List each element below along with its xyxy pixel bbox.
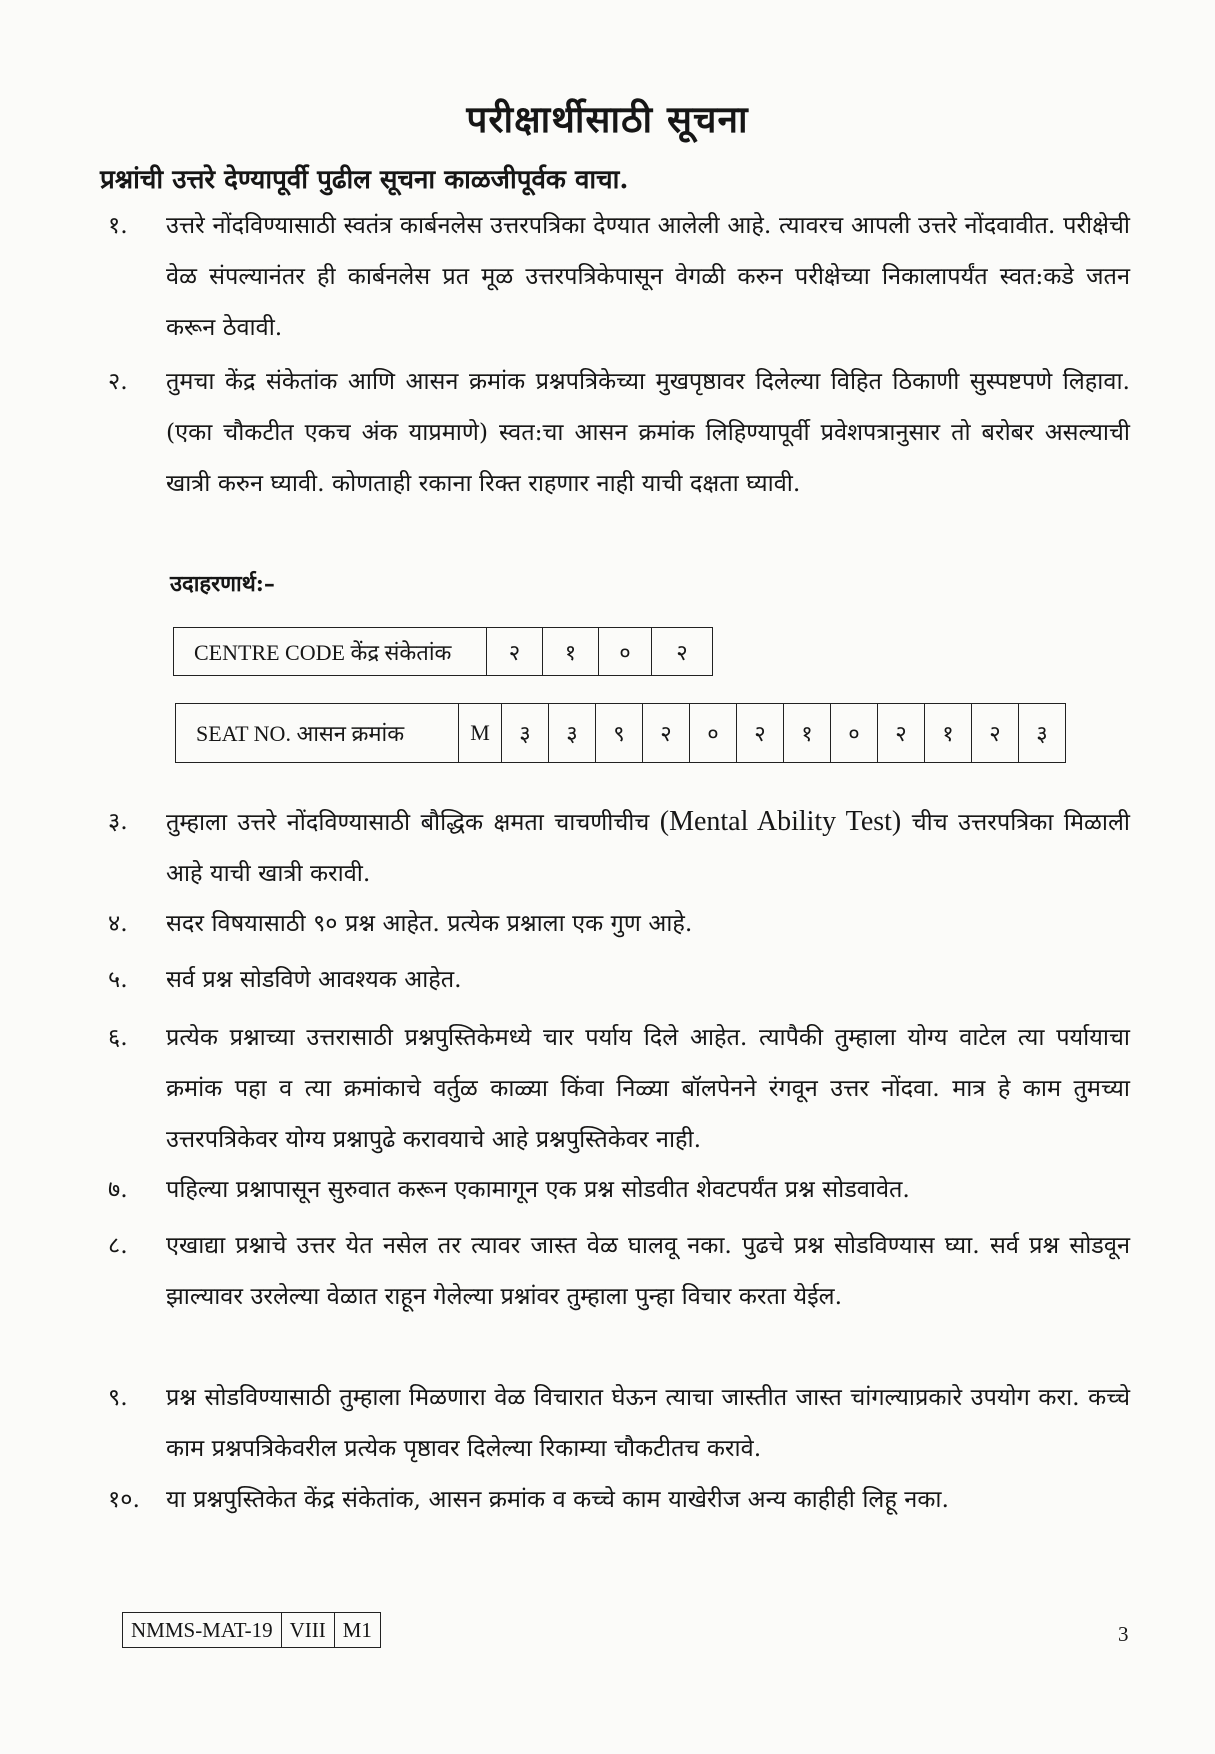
instruction-number: ४.	[108, 909, 128, 937]
paper-code: NMMS-MAT-19	[123, 1613, 282, 1648]
instruction-item	[100, 1012, 1130, 1165]
seat-no-box	[175, 703, 1066, 763]
seat-digit: २	[737, 704, 784, 763]
seat-digit: १	[784, 704, 831, 763]
example-label: उदाहरणार्थ:–	[170, 571, 275, 597]
paper-class: VIII	[281, 1613, 334, 1648]
instruction-text-part: तुम्हाला उत्तरे नोंदविण्यासाठी बौद्धिक क्षमता चाचणीचीच	[166, 808, 660, 836]
seat-digit: २	[878, 704, 925, 763]
seat-no-label: SEAT NO. आसन क्रमांक	[176, 704, 459, 763]
page-subtitle: प्रश्नांची उत्तरे देण्यापूर्वी पुढील सूचना काळजीपूर्वक वाचा.	[100, 165, 629, 195]
instruction-number: ५.	[108, 965, 128, 993]
seat-digit: M	[459, 704, 502, 763]
instruction-number: ३.	[108, 807, 128, 835]
seat-digit: ०	[831, 704, 878, 763]
seat-digit: ९	[596, 704, 643, 763]
seat-digit: ३	[549, 704, 596, 763]
instruction-item	[100, 1164, 1130, 1215]
instruction-item	[100, 1372, 1130, 1474]
instruction-item	[100, 898, 1130, 949]
seat-digit: ०	[690, 704, 737, 763]
instruction-number: ८.	[108, 1231, 128, 1259]
centre-code-label: CENTRE CODE केंद्र संकेतांक	[174, 628, 487, 676]
instruction-number: २.	[108, 367, 128, 395]
instruction-number: १०.	[108, 1485, 140, 1513]
instruction-text: तुमचा केंद्र संकेतांक आणि आसन क्रमांक प्रश्नपत्रिकेच्या मुखपृष्ठावर दिलेल्या विहित ठिकाणी सुस्पष्टपणे लिहावा. (एका चौकटीत एकच अंक याप्रमाणे) स्वत:चा आसन क्रमांक लिहिण्यापूर्वी प्रवेशपत्रानुसार तो बरोबर असल्याची खात्री करुन घ्यावी. कोणताही रकाना रिक्त राहणार नाही याची दक्षता घ्यावी.	[166, 367, 1130, 497]
instruction-text-part: चीच उत्तरपत्रिका मिळाली आहे याची खात्री करावी.	[166, 808, 1130, 887]
instruction-number: ६.	[108, 1023, 128, 1051]
instruction-number: ७.	[108, 1175, 128, 1203]
instruction-text: या प्रश्नपुस्तिकेत केंद्र संकेतांक, आसन क्रमांक व कच्चे काम याखेरीज अन्य काहीही लिहू नका.	[166, 1485, 949, 1513]
instruction-text: प्रश्न सोडविण्यासाठी तुम्हाला मिळणारा वेळ विचारात घेऊन त्याचा जास्तीत जास्त चांगल्याप्रकारे उपयोग करा. कच्चे काम प्रश्नपत्रिकेवरील प्रत्येक पृष्ठावर दिलेल्या रिकाम्या चौकटीतच करावे.	[166, 1383, 1130, 1462]
seat-digit: १	[925, 704, 972, 763]
instruction-text: उत्तरे नोंदविण्यासाठी स्वतंत्र कार्बनलेस उत्तरपत्रिका देण्यात आलेली आहे. त्यावरच आपली उत्तरे नोंदवावीत. परीक्षेची वेळ संपल्यानंतर ही कार्बनलेस प्रत मूळ उत्तरपत्रिकेपासून वेगळी करुन परीक्षेच्या निकालापर्यंत स्वत:कडे जतन करून ठेवावी.	[166, 211, 1130, 341]
seat-digit: ३	[1019, 704, 1066, 763]
paper-set: M1	[334, 1613, 380, 1648]
instruction-text: प्रत्येक प्रश्नाच्या उत्तरासाठी प्रश्नपुस्तिकेमध्ये चार पर्याय दिले आहेत. त्यापैकी तुम्हाला योग्य वाटेल त्या पर्यायाचा क्रमांक पहा व त्या क्रमांकाचे वर्तुळ काळ्या किंवा निळ्या बॉलपेनने रंगवून उत्तर नोंदवा. मात्र हे काम तुमच्या उत्तरपत्रिकेवर योग्य प्रश्नापुढे करावयाचे आहे प्रश्नपुस्तिकेवर नाही.	[166, 1023, 1130, 1153]
instruction-item	[100, 954, 1130, 1005]
seat-digit: २	[643, 704, 690, 763]
code-digit: ०	[599, 628, 652, 676]
seat-digit: ३	[502, 704, 549, 763]
instruction-text: सर्व प्रश्न सोडविणे आवश्यक आहेत.	[166, 965, 462, 993]
code-digit: २	[652, 628, 713, 676]
instruction-text	[166, 796, 1130, 899]
instruction-text: पहिल्या प्रश्नापासून सुरुवात करून एकामागून एक प्रश्न सोडवीत शेवटपर्यंत प्रश्न सोडवावेत.	[166, 1175, 910, 1203]
instruction-item	[100, 1474, 1130, 1525]
instruction-item	[100, 200, 1130, 353]
page-title: परीक्षार्थीसाठी सूचना	[466, 97, 749, 141]
english-term: (Mental Ability Test)	[659, 806, 902, 837]
code-digit: २	[487, 628, 543, 676]
page-number: 3	[1118, 1622, 1129, 1646]
code-digit: १	[543, 628, 599, 676]
centre-code-box	[173, 627, 713, 676]
instruction-item	[100, 796, 1130, 899]
instruction-text: सदर विषयासाठी ९० प्रश्न आहेत. प्रत्येक प्रश्नाला एक गुण आहे.	[166, 909, 693, 937]
instruction-number: १.	[108, 211, 128, 239]
instruction-number: ९.	[108, 1383, 128, 1411]
paper-code-box	[122, 1612, 381, 1648]
instruction-item	[100, 1220, 1130, 1322]
seat-digit: २	[972, 704, 1019, 763]
instruction-item	[100, 356, 1130, 509]
instruction-text: एखाद्या प्रश्नाचे उत्तर येत नसेल तर त्यावर जास्त वेळ घालवू नका. पुढचे प्रश्न सोडविण्यास घ्या. सर्व प्रश्न सोडवून झाल्यावर उरलेल्या वेळात राहून गेलेल्या प्रश्नांवर तुम्हाला पुन्हा विचार करता येईल.	[166, 1231, 1130, 1310]
